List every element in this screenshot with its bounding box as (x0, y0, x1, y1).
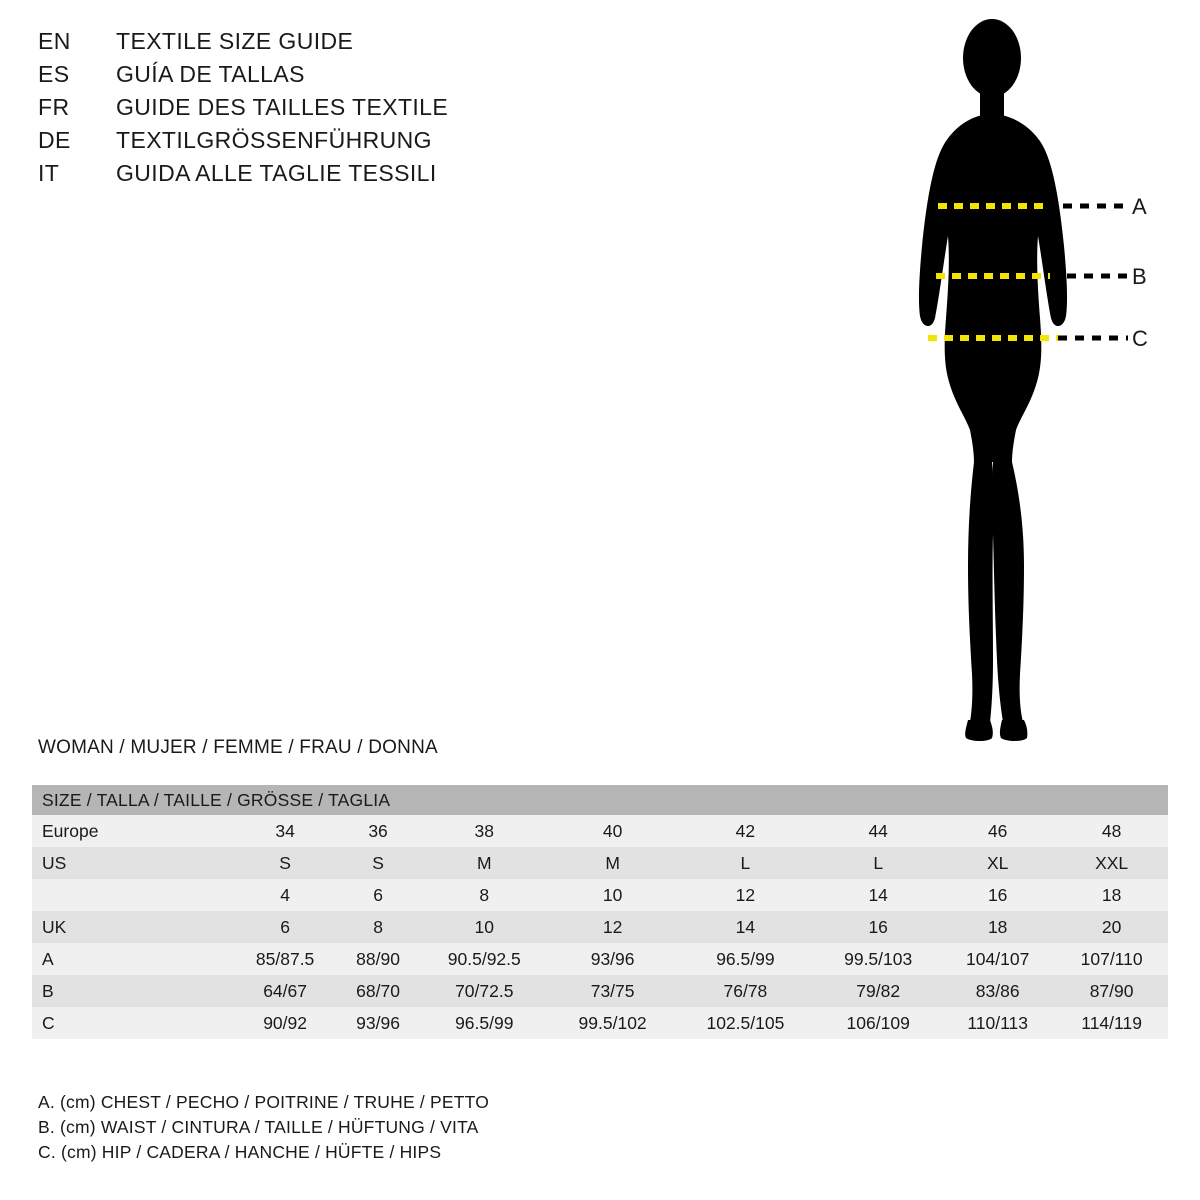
cell: 79/82 (856, 980, 901, 1001)
cell: 85/87.5 (255, 948, 315, 969)
cell: 88/90 (356, 948, 400, 969)
cell: 42 (735, 820, 756, 841)
cell: 38 (474, 820, 494, 841)
table-row (32, 1007, 1168, 1039)
cell: 4 (280, 884, 290, 905)
title-row (38, 61, 738, 94)
cell: 14 (868, 884, 888, 905)
cell: L (740, 852, 751, 873)
title-row (38, 127, 738, 160)
cell: XL (986, 852, 1009, 873)
title-text: GUIDE DES TAILLES TEXTILE (116, 94, 449, 120)
cell: 110/113 (967, 1012, 1029, 1033)
table-row (32, 847, 1168, 879)
footnote-chest: A. (cm) CHEST / PECHO / POITRINE / TRUHE / PETTO (38, 1092, 490, 1112)
cell: 76/78 (723, 980, 768, 1001)
cell: 18 (1101, 884, 1122, 905)
cell: 20 (1101, 916, 1122, 937)
cell: 106/109 (846, 1012, 910, 1033)
marker-label-b: B (1132, 264, 1147, 289)
cell: 8 (373, 916, 383, 937)
cell: 102.5/105 (706, 1012, 785, 1033)
cell: 93/96 (590, 948, 635, 969)
cell: 64/67 (263, 980, 307, 1001)
row-label: A (42, 948, 54, 969)
cell: 18 (987, 916, 1008, 937)
cell: M (476, 852, 492, 873)
cell: 14 (735, 916, 756, 937)
cell: 6 (280, 916, 290, 937)
female-silhouette-icon (860, 10, 1190, 750)
row-label: C (42, 1012, 55, 1033)
cell: 70/72.5 (455, 980, 514, 1001)
figure-wrap (860, 10, 1190, 750)
cell: 44 (868, 820, 888, 841)
cell: L (873, 852, 884, 873)
size-table (32, 785, 1168, 1039)
cell: 46 (987, 820, 1008, 841)
cell: 104/107 (966, 948, 1030, 969)
cell: 99.5/102 (578, 1012, 647, 1033)
title-text: GUÍA DE TALLAS (116, 61, 305, 87)
cell: 36 (368, 820, 388, 841)
title-lang-code: EN (38, 28, 71, 54)
cell: 48 (1101, 820, 1122, 841)
footnotes (38, 1090, 838, 1165)
cell: 16 (868, 916, 888, 937)
cell: M (605, 852, 620, 873)
footnote-hip: C. (cm) HIP / CADERA / HANCHE / HÜFTE / HIPS (38, 1142, 442, 1162)
row-label: Europe (42, 820, 99, 841)
footnote-waist: B. (cm) WAIST / CINTURA / TAILLE / HÜFTUNG / VITA (38, 1117, 479, 1137)
table-row (32, 975, 1168, 1007)
cell: 114/119 (1081, 1012, 1142, 1033)
table-row (32, 815, 1168, 847)
row-label (32, 879, 232, 911)
cell: 96.5/99 (455, 1012, 514, 1033)
cell: 16 (987, 884, 1008, 905)
marker-label-a: A (1132, 194, 1147, 219)
cell: S (372, 852, 384, 873)
cell: 12 (602, 916, 623, 937)
title-text: TEXTILGRÖSSENFÜHRUNG (116, 127, 432, 153)
cell: 90/92 (263, 1012, 307, 1033)
cell: 87/90 (1089, 980, 1134, 1001)
cell: 10 (474, 916, 494, 937)
title-lang-code: IT (38, 160, 60, 186)
title-lang-code: FR (38, 94, 70, 120)
table-header-row (32, 785, 1168, 815)
title-text: GUIDA ALLE TAGLIE TESSILI (116, 160, 437, 186)
cell: 10 (602, 884, 623, 905)
row-label: UK (42, 916, 67, 937)
row-label: B (42, 980, 54, 1001)
cell: 73/75 (590, 980, 635, 1001)
size-table-body (32, 815, 1168, 1039)
cell: 93/96 (356, 1012, 400, 1033)
table-row (32, 879, 1168, 911)
cell: 107/110 (1080, 948, 1143, 969)
title-text: TEXTILE SIZE GUIDE (116, 28, 354, 54)
cell: 90.5/92.5 (447, 948, 521, 969)
title-lang-code: ES (38, 61, 70, 87)
section-heading: WOMAN / MUJER / FEMME / FRAU / DONNA (38, 737, 438, 758)
cell: 83/86 (975, 980, 1020, 1001)
cell: 8 (479, 884, 490, 905)
cell: 99.5/103 (844, 948, 913, 969)
marker-label-c: C (1132, 326, 1148, 351)
table-row (32, 943, 1168, 975)
title-row (38, 160, 738, 193)
cell: 96.5/99 (716, 948, 775, 969)
cell: S (279, 852, 291, 873)
cell: 40 (602, 820, 623, 841)
title-row (38, 28, 738, 61)
title-lang-code: DE (38, 127, 71, 153)
cell: 12 (735, 884, 756, 905)
size-table-head (32, 785, 1168, 815)
cell: 34 (275, 820, 295, 841)
size-table-header-cell: SIZE / TALLA / TAILLE / GRÖSSE / TAGLIA (32, 785, 1168, 815)
row-label: US (42, 852, 67, 873)
title-row (38, 94, 738, 127)
cell: 6 (373, 884, 383, 905)
table-row (32, 911, 1168, 943)
title-block (38, 28, 738, 193)
cell: 68/70 (356, 980, 400, 1001)
cell: XXL (1095, 852, 1129, 873)
